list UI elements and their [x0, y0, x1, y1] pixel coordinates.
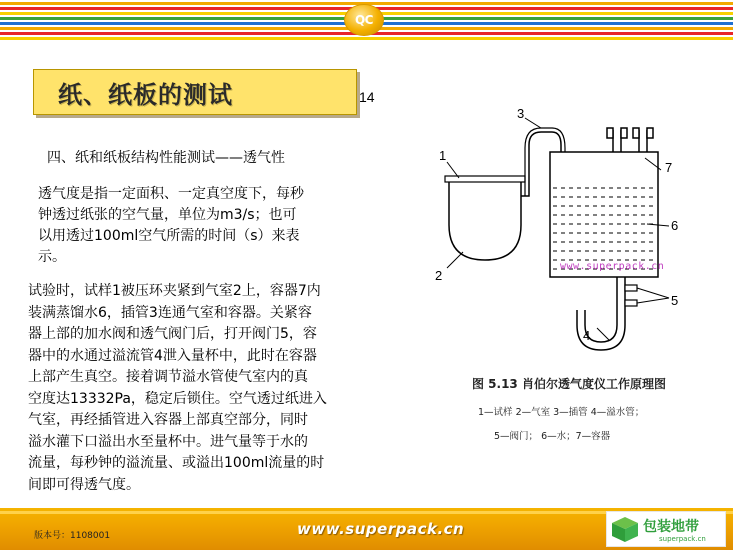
definition-line: 以用透过100ml空气所需的时间（s）来表 [38, 228, 300, 244]
body-line: 气室，再经插管进入容器上部真空部分，同时 [28, 412, 308, 428]
brand-logo [606, 511, 726, 547]
body-line: 装满蒸馏水6，插管3连通气室和容器。关紧容 [28, 304, 312, 321]
air-chamber-2 [449, 182, 521, 260]
page-number: 14 [359, 89, 375, 105]
body-line: 间即可得透气度。 [28, 476, 140, 493]
label-2: 2 [435, 268, 443, 283]
label-7: 7 [665, 160, 673, 175]
figure-caption: 图 5.13 肖伯尔透气度仪工作原理图 [472, 377, 666, 391]
body-line: 空度达13332Pa，稳定后锁住。空气透过纸进入 [28, 390, 327, 407]
brand-name: 包装地带 [643, 519, 699, 535]
label-1: 1 [439, 148, 447, 163]
label-5: 5 [671, 293, 679, 308]
qc-logo [344, 4, 384, 36]
definition-line: 示。 [38, 249, 66, 265]
body-line: 试验时，试样1被压环夹紧到气室2上，容器7内 [28, 283, 321, 299]
brand-url: superpack.cn [659, 535, 706, 543]
slide-title: 纸、纸板的测试 [58, 80, 233, 109]
definition-line: 钟透过纸张的空气量，单位为m3/s；也可 [38, 207, 297, 223]
section-heading: 四、纸和纸板结构性能测试——透气性 [47, 150, 285, 166]
version-number: 版本号：1108001 [34, 531, 111, 541]
body-line: 器上部的加水阀和透气阀门后，打开阀门5，容 [28, 326, 317, 342]
valves-5 [625, 285, 637, 306]
body-line: 流量，每秒钟的溢流量、或溢出100ml流量的时 [28, 455, 325, 471]
definition-paragraph [38, 184, 398, 268]
label-4: 4 [583, 328, 591, 343]
body-line: 溢水灌下口溢出水至量杯中。进气量等于水的 [28, 433, 308, 450]
procedure-paragraph [28, 281, 418, 496]
figure-legend-line-2: 5—阀门； 6—水；7—容器 [494, 431, 611, 442]
package-box-icon [610, 515, 640, 543]
diagram-watermark: www.superpack.cn [560, 261, 665, 272]
label-3: 3 [517, 106, 525, 121]
slide-title-box [33, 69, 357, 115]
body-line: 上部产生真空。接着调节溢水管使气室内的真 [28, 369, 308, 385]
qc-logo-text: QC [354, 13, 373, 27]
body-line: 器中的水通过溢流管4泄入量杯中，此时在容器 [28, 347, 317, 364]
footer-website: www.superpack.cn [297, 520, 465, 538]
definition-line: 透气度是指一定面积、一定真空度下，每秒 [38, 186, 304, 202]
figure-legend-line-1: 1—试样 2—气室 3—插管 4—溢水管； [478, 407, 645, 418]
top-valves [607, 128, 653, 152]
label-6: 6 [671, 218, 679, 233]
sample-clamp [445, 176, 525, 182]
